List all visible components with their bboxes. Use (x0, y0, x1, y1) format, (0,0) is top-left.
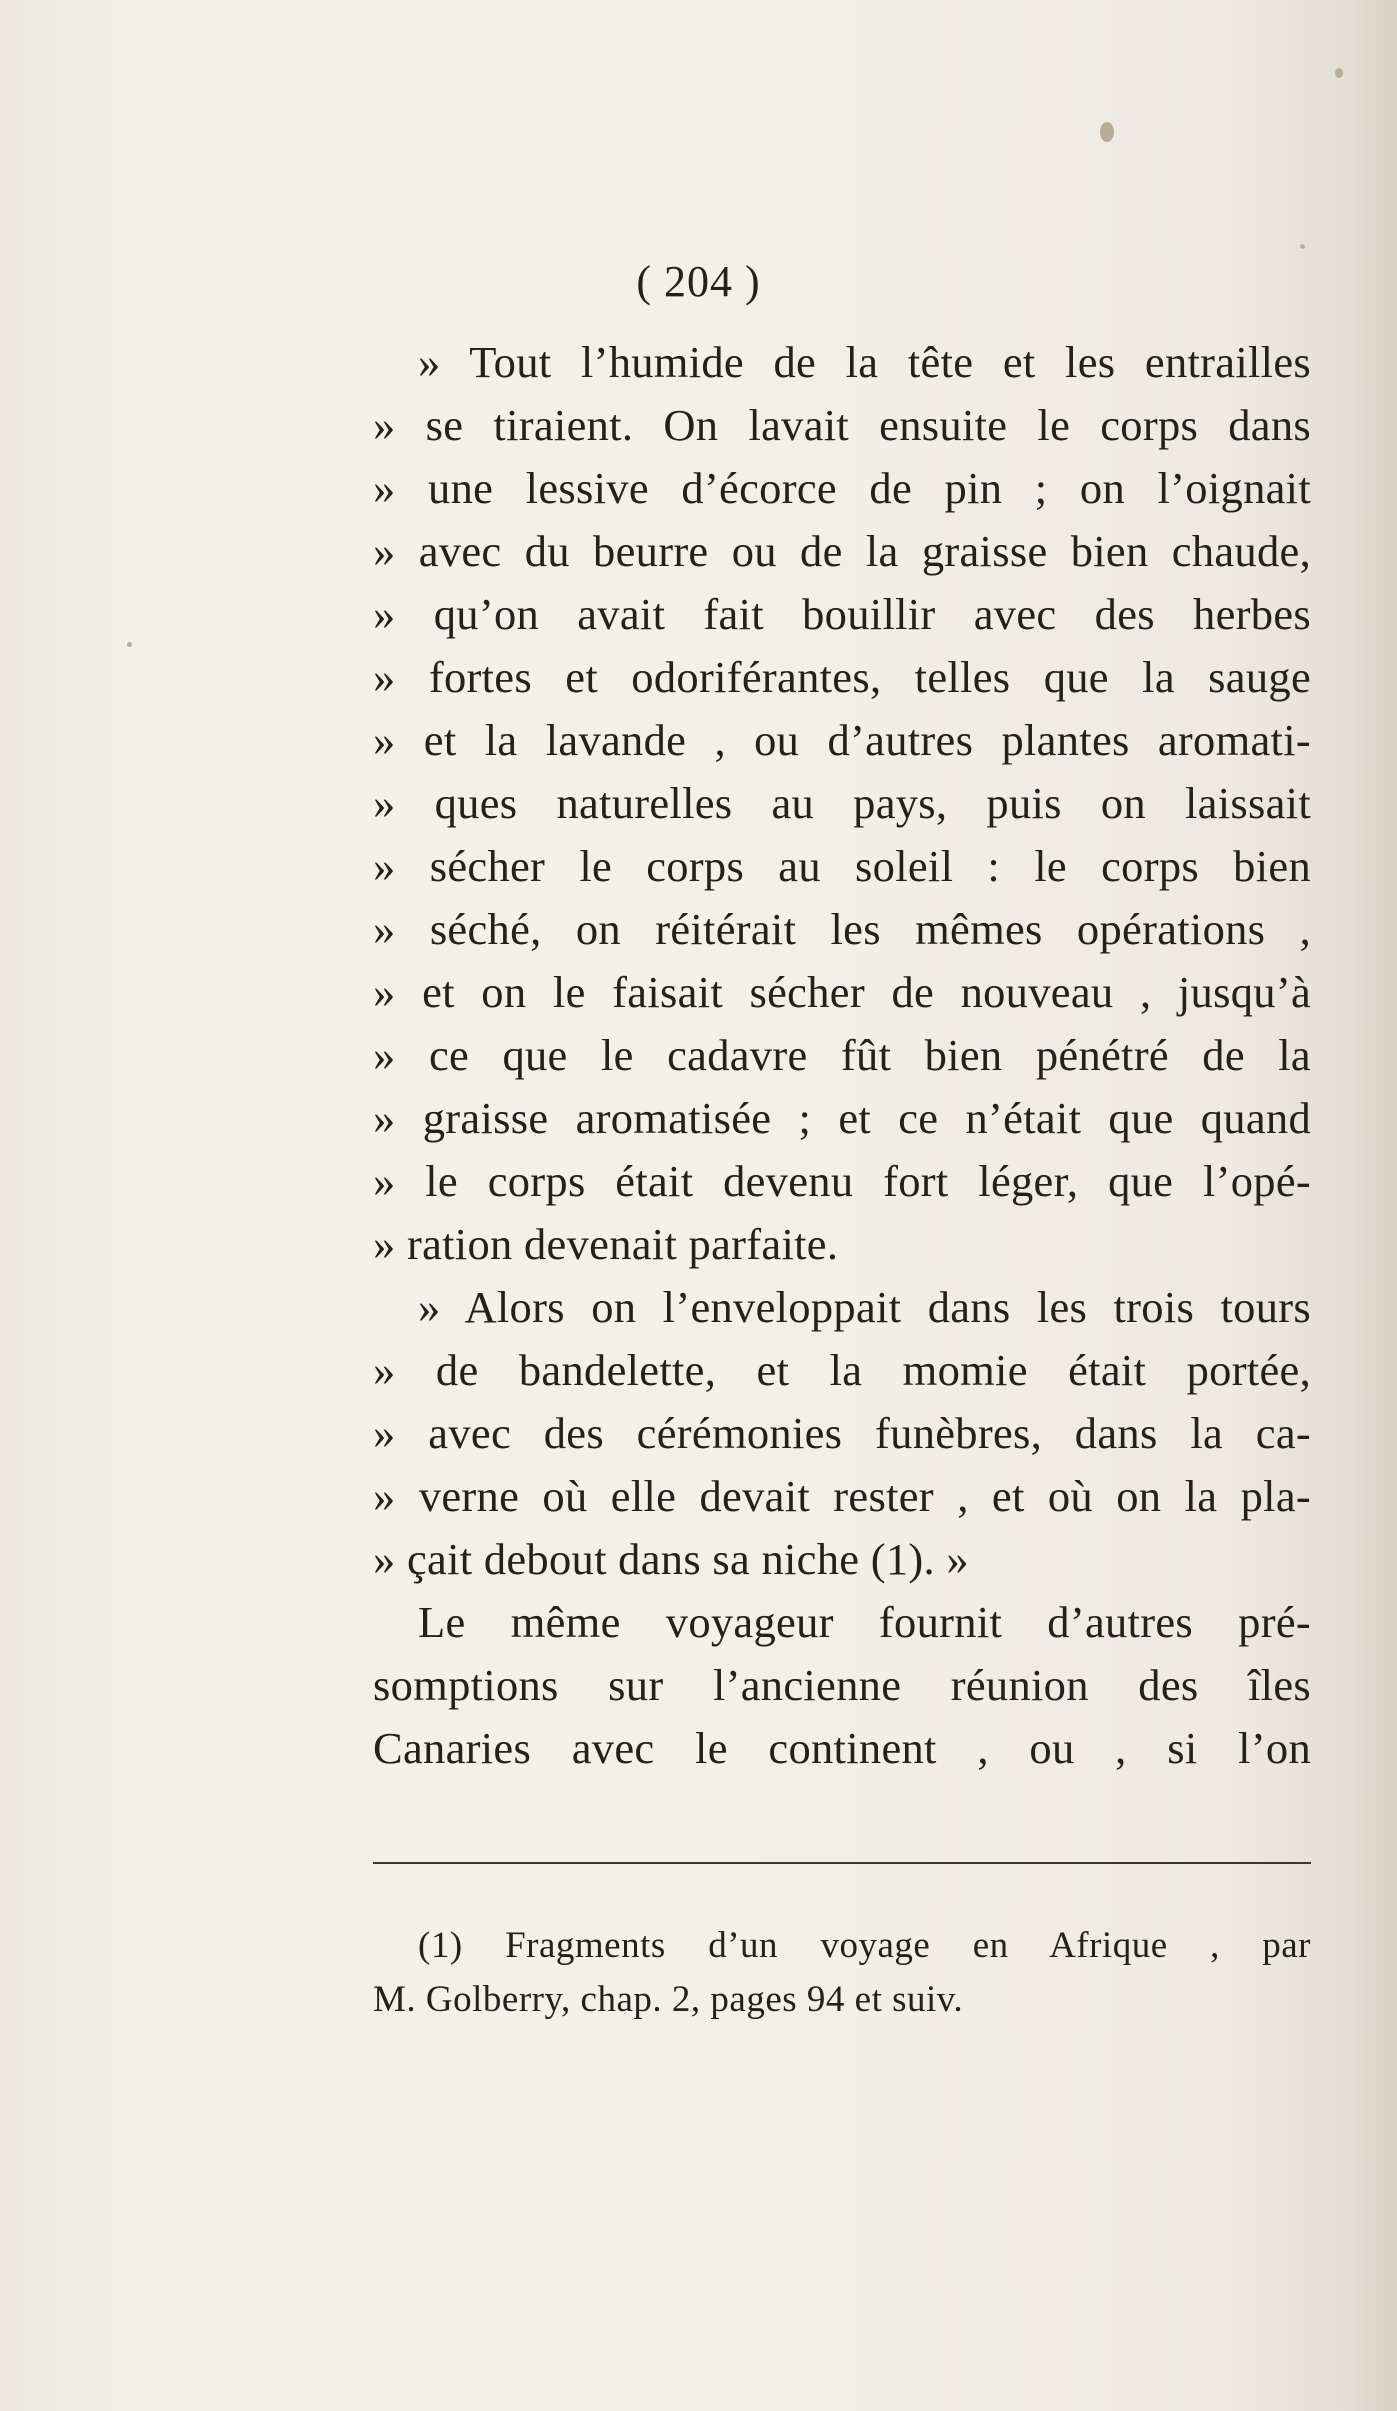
text-line: » qu’on avait fait bouillir avec des herbes (373, 589, 1311, 639)
paper-stain (127, 642, 132, 647)
text-line: » avec des cérémonies funèbres, dans la ca- (373, 1408, 1311, 1458)
footnote-line: (1) Fragments d’un voyage en Afrique , par (418, 1925, 1311, 1966)
footnote-divider (373, 1862, 1311, 1864)
text-line: » avec du beurre ou de la graisse bien chaude, (373, 526, 1311, 576)
footnote-line: M. Golberry, chap. 2, pages 94 et suiv. (373, 1979, 964, 2020)
page-number: ( 204 ) (636, 257, 761, 306)
text-line: Canaries avec le continent , ou , si l’on (373, 1723, 1311, 1773)
text-line: » et on le faisait sécher de nouveau , jusqu’à (373, 967, 1311, 1017)
text-line: » séché, on réitérait les mêmes opérations , (373, 904, 1311, 954)
paper-stain (1335, 68, 1343, 78)
text-line: » verne où elle devait rester , et où on la pla- (373, 1471, 1311, 1521)
text-line: » sécher le corps au soleil : le corps bien (373, 841, 1311, 891)
text-line: » ce que le cadavre fût bien pénétré de la (373, 1030, 1311, 1080)
text-line: » Tout l’humide de la tête et les entrailles (418, 337, 1311, 387)
text-line: » une lessive d’écorce de pin ; on l’oignait (373, 463, 1311, 513)
text-line: » ration devenait parfaite. (373, 1219, 839, 1269)
paper-stain (1300, 244, 1305, 249)
text-line: somptions sur l’ancienne réunion des îles (373, 1660, 1311, 1710)
text-line: » çait debout dans sa niche (1). » (373, 1534, 969, 1584)
body-text (373, 331, 1311, 1780)
text-line: » de bandelette, et la momie était portée, (373, 1345, 1311, 1395)
text-line: » fortes et odoriférantes, telles que la sauge (373, 652, 1311, 702)
text-line: Le même voyageur fournit d’autres pré- (418, 1597, 1311, 1647)
text-line: » ques naturelles au pays, puis on laissait (373, 778, 1311, 828)
text-line: » graisse aromatisée ; et ce n’était que quand (373, 1093, 1311, 1143)
text-line: » le corps était devenu fort léger, que l’opé- (373, 1156, 1311, 1206)
text-line: » se tiraient. On lavait ensuite le corps dans (373, 400, 1311, 450)
text-line: » Alors on l’enveloppait dans les trois tours (418, 1282, 1311, 1332)
paper-stain (1100, 122, 1114, 142)
text-line: » et la lavande , ou d’autres plantes aromati- (373, 715, 1311, 765)
footnote (373, 1919, 1311, 2027)
